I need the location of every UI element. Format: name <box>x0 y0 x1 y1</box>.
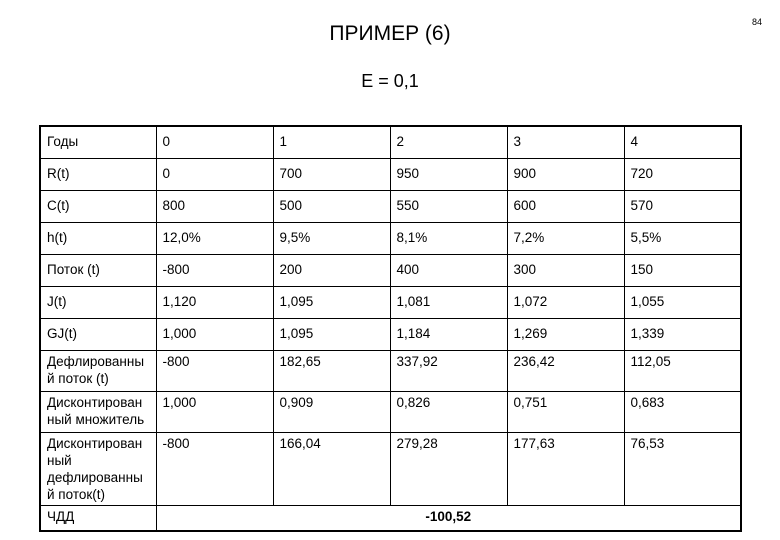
row-label: Поток (t) <box>40 255 156 287</box>
table-cell: 0,751 <box>507 392 624 433</box>
slide-title: ПРИМЕР (6) <box>329 22 451 45</box>
table-row-discounted-deflated-flow <box>40 433 741 506</box>
npv-value: -100,52 <box>156 506 741 532</box>
table-cell: 800 <box>156 191 273 223</box>
row-label: Дисконтированный дефлированный поток(t) <box>40 433 156 506</box>
cash-flow-table <box>39 125 742 532</box>
table-row-deflated-flow <box>40 351 741 392</box>
table-cell: 0 <box>156 159 273 191</box>
table-cell: 182,65 <box>273 351 390 392</box>
table-cell: 0 <box>156 126 273 159</box>
table-cell: 720 <box>624 159 741 191</box>
table-cell: 8,1% <box>390 223 507 255</box>
table-row-j <box>40 287 741 319</box>
row-label: h(t) <box>40 223 156 255</box>
table-cell: 1,269 <box>507 319 624 351</box>
table-cell: 1,081 <box>390 287 507 319</box>
table-cell: 112,05 <box>624 351 741 392</box>
table-cell: 600 <box>507 191 624 223</box>
table-cell: -800 <box>156 351 273 392</box>
table-cell: -800 <box>156 433 273 506</box>
table-row-years <box>40 126 741 159</box>
table-row-revenue <box>40 159 741 191</box>
table-cell: 5,5% <box>624 223 741 255</box>
table-cell: 500 <box>273 191 390 223</box>
discount-rate: E = 0,1 <box>361 71 419 91</box>
table-cell: 4 <box>624 126 741 159</box>
table-row-gj <box>40 319 741 351</box>
table-row-flow <box>40 255 741 287</box>
table-cell: 0,683 <box>624 392 741 433</box>
table-cell: 166,04 <box>273 433 390 506</box>
table-row-costs <box>40 191 741 223</box>
table-cell: 700 <box>273 159 390 191</box>
table-cell: 300 <box>507 255 624 287</box>
table-cell: 2 <box>390 126 507 159</box>
table-cell: 1,184 <box>390 319 507 351</box>
row-label: J(t) <box>40 287 156 319</box>
row-label: C(t) <box>40 191 156 223</box>
table-cell: 1,055 <box>624 287 741 319</box>
table-cell: 1,095 <box>273 287 390 319</box>
npv-label: ЧДД <box>40 506 156 532</box>
table-cell: 3 <box>507 126 624 159</box>
table-cell: 0,826 <box>390 392 507 433</box>
table-cell: 177,63 <box>507 433 624 506</box>
row-label: Дисконтированный множитель <box>40 392 156 433</box>
table-cell: 0,909 <box>273 392 390 433</box>
table-cell: 570 <box>624 191 741 223</box>
row-label: R(t) <box>40 159 156 191</box>
table-cell: 1,095 <box>273 319 390 351</box>
table-cell: 1 <box>273 126 390 159</box>
table-cell: 150 <box>624 255 741 287</box>
table-cell: 1,000 <box>156 392 273 433</box>
page-number: 84 <box>751 17 762 27</box>
table-cell: 550 <box>390 191 507 223</box>
table-cell: 76,53 <box>624 433 741 506</box>
table-cell: 1,120 <box>156 287 273 319</box>
row-label: Годы <box>40 126 156 159</box>
row-label: GJ(t) <box>40 319 156 351</box>
table-row-discount-factor <box>40 392 741 433</box>
table-cell: 12,0% <box>156 223 273 255</box>
table-cell: 279,28 <box>390 433 507 506</box>
table-cell: 9,5% <box>273 223 390 255</box>
table-row-inflation <box>40 223 741 255</box>
table-cell: 900 <box>507 159 624 191</box>
table-cell: 950 <box>390 159 507 191</box>
table-cell: 1,000 <box>156 319 273 351</box>
table-cell: 236,42 <box>507 351 624 392</box>
table-cell: 337,92 <box>390 351 507 392</box>
table-cell: 1,072 <box>507 287 624 319</box>
table-cell: 7,2% <box>507 223 624 255</box>
table-cell: -800 <box>156 255 273 287</box>
table-cell: 200 <box>273 255 390 287</box>
row-label: Дефлированный поток (t) <box>40 351 156 392</box>
table-cell: 1,339 <box>624 319 741 351</box>
table-row-npv <box>40 506 741 532</box>
table-cell: 400 <box>390 255 507 287</box>
